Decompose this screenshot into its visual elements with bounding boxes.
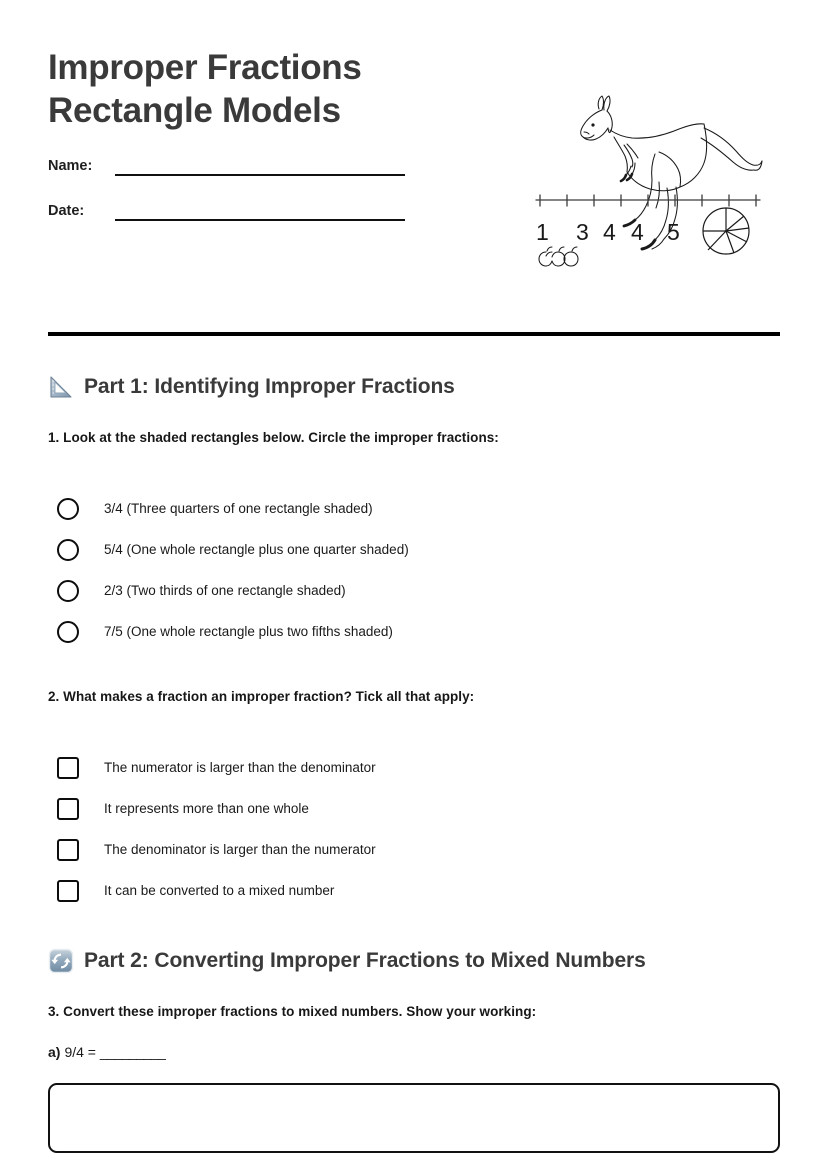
svg-text:1: 1: [536, 219, 549, 245]
checkbox[interactable]: [57, 757, 79, 779]
question-1: 1. Look at the shaded rectangles below. Circle the improper fractions:: [48, 430, 499, 445]
radio-button[interactable]: [57, 621, 79, 643]
working-item-a: [48, 1044, 165, 1060]
checkbox-label: It can be converted to a mixed number: [104, 883, 335, 898]
option-label: 5/4 (One whole rectangle plus one quarter shaded): [104, 542, 409, 557]
option-row[interactable]: [57, 611, 409, 652]
apples-icon: [539, 247, 578, 266]
page-title-line-2: Rectangle Models: [48, 91, 341, 130]
option-row[interactable]: [57, 570, 409, 611]
refresh-arrows-icon: [48, 948, 74, 974]
checkbox-label: It represents more than one whole: [104, 801, 309, 816]
option-label: 3/4 (Three quarters of one rectangle shaded): [104, 501, 373, 516]
option-label: 7/5 (One whole rectangle plus two fifths shaded): [104, 624, 393, 639]
header-divider: [48, 332, 780, 336]
date-field-row: [48, 203, 405, 219]
svg-text:5: 5: [667, 219, 680, 245]
working-item-tag: a): [48, 1044, 61, 1060]
question-1-options: [57, 488, 409, 652]
checkbox[interactable]: [57, 839, 79, 861]
name-field-row: [48, 158, 405, 174]
part2-heading: [48, 948, 646, 974]
triangular-ruler-icon: [48, 374, 74, 400]
page-title: [48, 46, 508, 132]
checkbox[interactable]: [57, 880, 79, 902]
date-label: Date:: [48, 203, 85, 219]
working-answer-box[interactable]: [48, 1083, 780, 1153]
checkbox-row[interactable]: [57, 788, 376, 829]
radio-button[interactable]: [57, 498, 79, 520]
question-3: 3. Convert these improper fractions to mixed numbers. Show your working:: [48, 1004, 537, 1019]
svg-text:4: 4: [603, 219, 616, 245]
checkbox-row[interactable]: [57, 829, 376, 870]
radio-button[interactable]: [57, 539, 79, 561]
part1-heading-label: Part 1: Identifying Improper Fractions: [84, 375, 455, 398]
question-2: 2. What makes a fraction an improper fraction? Tick all that apply:: [48, 689, 475, 704]
option-row[interactable]: [57, 529, 409, 570]
working-item-expression: 9/4 =: [64, 1044, 100, 1060]
checkbox-row[interactable]: [57, 747, 376, 788]
checkbox-row[interactable]: [57, 870, 376, 911]
option-label: 2/3 (Two thirds of one rectangle shaded): [104, 583, 346, 598]
svg-text:3: 3: [576, 219, 589, 245]
part2-heading-label: Part 2: Converting Improper Fractions to Mixed Numbers: [84, 949, 646, 972]
checkbox[interactable]: [57, 798, 79, 820]
radio-button[interactable]: [57, 580, 79, 602]
part1-heading: [48, 374, 455, 400]
checkbox-label: The numerator is larger than the denominator: [104, 760, 376, 775]
number-line-icon: [536, 195, 760, 206]
question-2-options: [57, 747, 376, 911]
name-input-line[interactable]: [115, 174, 405, 176]
fraction-pie-icon: [703, 208, 749, 254]
svg-text:4: 4: [631, 219, 644, 245]
kangaroo-number-line-illustration: [528, 92, 768, 270]
page-title-line-1: Improper Fractions: [48, 48, 362, 87]
option-row[interactable]: [57, 488, 409, 529]
name-label: Name:: [48, 158, 93, 174]
date-input-line[interactable]: [115, 219, 405, 221]
checkbox-label: The denominator is larger than the numerator: [104, 842, 376, 857]
number-line-labels: [536, 219, 680, 245]
working-item-blank[interactable]: _________: [99, 1044, 166, 1060]
